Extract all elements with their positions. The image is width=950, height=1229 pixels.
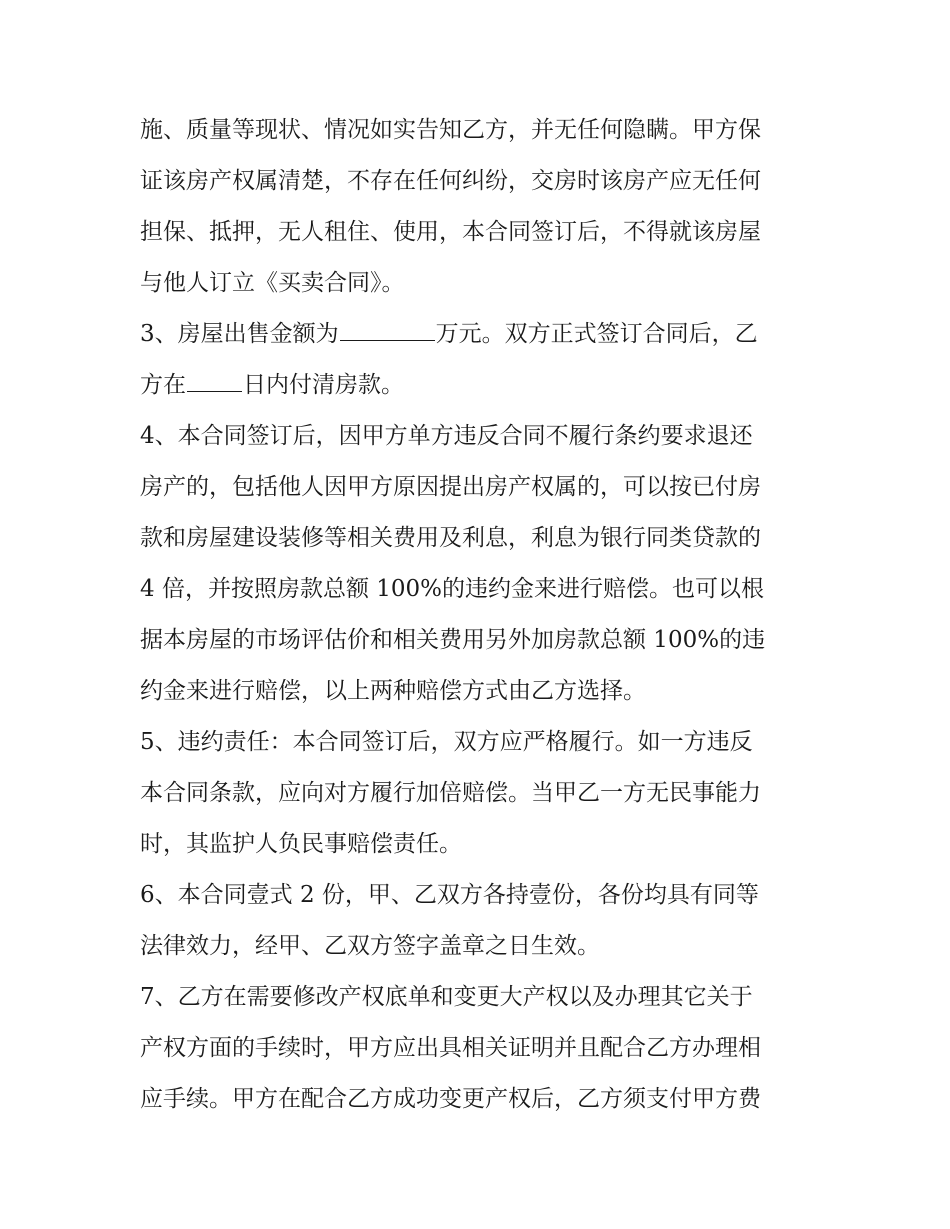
- text-line: 7、乙方在需要修改产权底单和变更大产权以及办理其它关于: [140, 984, 753, 1010]
- text-line: 本合同条款，应向对方履行加倍赔偿。当甲乙一方无民事能力: [140, 780, 761, 806]
- clause-3-text: 3、房屋出售金额为: [140, 321, 339, 347]
- text-line: 施、质量等现状、情况如实告知乙方，并无任何隐瞒。甲方保: [140, 117, 761, 143]
- clause-2-continuation: [140, 105, 820, 309]
- text-line: 产权方面的手续时，甲方应出具相关证明并且配合乙方办理相: [140, 1035, 761, 1061]
- text-line: 应手续。甲方在配合乙方成功变更产权后，乙方须支付甲方费: [140, 1086, 761, 1112]
- text-line: [140, 360, 820, 411]
- clause-3-text: 方在: [140, 372, 186, 398]
- text-line: 约金来进行赔偿，以上两种赔偿方式由乙方选择。: [140, 678, 646, 704]
- contract-body: [140, 105, 820, 1125]
- text-line: 5、违约责任：本合同签订后，双方应严格履行。如一方违反: [140, 729, 753, 755]
- clause-5: [140, 717, 820, 870]
- text-line: 款和房屋建设装修等相关费用及利息，利息为银行同类贷款的: [140, 525, 761, 551]
- text-line: 据本房屋的市场评估价和相关费用另外加房款总额 100%的违: [140, 627, 766, 653]
- text-line: 4、本合同签订后，因甲方单方违反合同不履行条约要求退还: [140, 423, 753, 449]
- text-line: 房产的，包括他人因甲方原因提出房产权属的，可以按已付房: [140, 474, 761, 500]
- text-line: 与他人订立《买卖合同》。: [140, 270, 405, 296]
- sale-amount-blank[interactable]: [340, 320, 435, 341]
- text-line: 4 倍，并按照房款总额 100%的违约金来进行赔偿。也可以根: [140, 576, 765, 602]
- text-line: 6、本合同壹式 2 份，甲、乙双方各持壹份，各份均具有同等: [140, 882, 759, 908]
- clause-4: [140, 411, 820, 717]
- clause-3-text: 万元。双方正式签订合同后，乙: [435, 321, 758, 347]
- text-line: 法律效力，经甲、乙双方签字盖章之日生效。: [140, 933, 600, 959]
- text-line: 时，其监护人负民事赔偿责任。: [140, 831, 462, 857]
- text-line: 担保、抵押，无人租住、使用，本合同签订后，不得就该房屋: [140, 219, 761, 245]
- payment-days-blank[interactable]: [187, 371, 242, 392]
- clause-6: [140, 870, 820, 972]
- text-line: 证该房产权属清楚，不存在任何纠纷，交房时该房产应无任何: [140, 168, 761, 194]
- text-line: [140, 309, 820, 360]
- clause-7: [140, 972, 820, 1125]
- clause-3: [140, 309, 820, 411]
- clause-3-text: 日内付清房款。: [243, 372, 404, 398]
